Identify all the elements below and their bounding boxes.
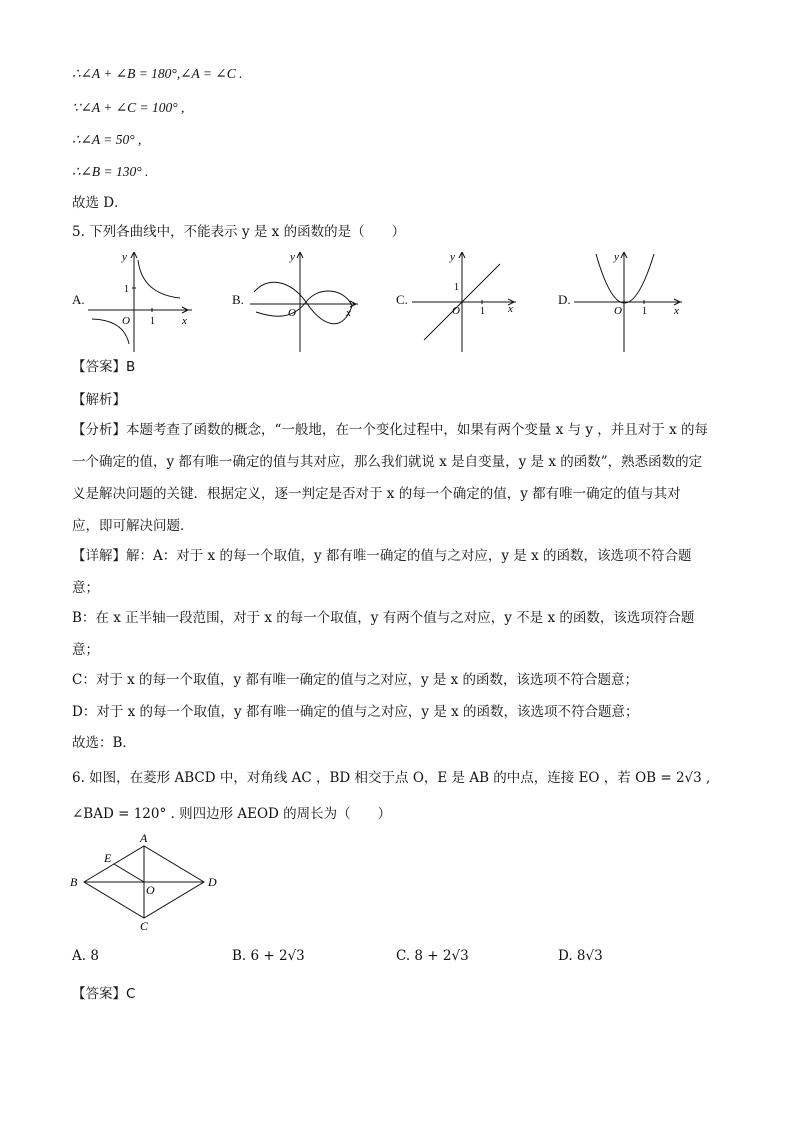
one-label: 1	[454, 282, 459, 293]
one-label: 1	[124, 284, 129, 295]
q5-option-d-label: D.	[558, 292, 571, 307]
solution-line-3: ∴∠A = 50° ,	[72, 132, 142, 147]
point-a-label: A	[140, 831, 148, 845]
x-label: x	[182, 315, 187, 327]
point-c-label: C	[140, 919, 149, 933]
point-b-label: B	[70, 875, 78, 889]
q5-detail-line-3: B：在 x 正半轴一段范围，对于 x 的每一个取值，y 有两个值与之对应，y 不是 x 的函数，该选项符合题	[72, 610, 695, 626]
x-label: x	[346, 307, 351, 319]
solution-line-1: ∴∠A + ∠B = 180°,∠A = ∠C .	[72, 66, 243, 81]
q6-answer: 【答案】C	[72, 986, 136, 1002]
q5-analysis-line-2: 一个确定的值，y 都有唯一确定的值与其对应，那么我们就说 x 是自变量，y 是 x 的函数”，熟悉函数的定	[72, 454, 703, 470]
q5-detail-line-1: 【详解】解：A：对于 x 的每一个取值，y 都有唯一确定的值与之对应，y 是 x 的函数，该选项不符合题	[72, 548, 692, 564]
parabola	[596, 254, 654, 303]
x-label: x	[508, 303, 513, 315]
solution-line-4: ∴∠B = 130° .	[72, 164, 149, 179]
solution-line-2: ∵∠A + ∠C = 100° ,	[72, 100, 185, 115]
origin-label: O	[288, 307, 296, 319]
origin-label: O	[122, 315, 130, 327]
q6-stem-line-2: ∠BAD = 120° . 则四边形 AEOD 的周长为（ ）	[72, 806, 392, 822]
q5-analysis-title: 【解析】	[72, 392, 126, 408]
q5-graph-a	[88, 248, 198, 352]
q5-option-b-label: B.	[232, 292, 244, 307]
closed-curve	[254, 282, 352, 323]
q5-detail-line-4: 意；	[72, 642, 99, 658]
point-o-label: O	[146, 883, 155, 897]
q6-stem-line-1: 6. 如图，在菱形 ABCD 中，对角线 AC ，BD 相交于点 O，E 是 AB 的中点，连接 EO ，若 OB = 2√3 ,	[72, 770, 711, 786]
q6-choice-c: C. 8 + 2√3	[396, 948, 469, 964]
q6-rhombus-figure	[68, 830, 228, 934]
q6-choice-d: D. 8√3	[558, 948, 603, 964]
q5-graph-b	[250, 248, 362, 352]
q6-choice-b: B. 6 + 2√3	[232, 948, 305, 964]
tick-one-label: 1	[480, 306, 485, 317]
q5-detail-line-5: C：对于 x 的每一个取值，y 都有唯一确定的值与之对应，y 是 x 的函数，该选项不符合题意；	[72, 672, 639, 688]
point-e-label: E	[104, 851, 112, 865]
q5-detail-line-6: D：对于 x 的每一个取值，y 都有唯一确定的值与之对应，y 是 x 的函数，该选项不符合题意；	[72, 704, 639, 720]
segment-eo	[114, 864, 144, 882]
q6-choice-a: A. 8	[72, 948, 99, 964]
q5-graph-d	[574, 248, 686, 352]
origin-label: O	[452, 305, 460, 317]
x-label: x	[674, 305, 679, 317]
origin-label: O	[614, 305, 622, 317]
q5-analysis-line-4: 应，即可解决问题．	[72, 518, 194, 534]
y-label: y	[614, 251, 619, 263]
q5-analysis-line-1: 【分析】本题考查了函数的概念，“一般地，在一个变化过程中，如果有两个变量 x 与 y ，并且对于 x 的每	[72, 422, 709, 438]
y-label: y	[122, 251, 127, 263]
q5-graph-c	[412, 248, 522, 352]
q5-stem: 5. 下列各曲线中，不能表示 y 是 x 的函数的是（ ）	[72, 224, 406, 240]
point-d-label: D	[208, 875, 217, 889]
y-label: y	[450, 251, 455, 263]
solution-line-5: 故选 D．	[72, 195, 128, 211]
tick-one-label: 1	[642, 306, 647, 317]
tick-one-label: 1	[150, 316, 155, 327]
q5-analysis-line-3: 义是解决问题的关键．根据定义，逐一判定是否对于 x 的每一个确定的值，y 都有唯一确定的值与其对	[72, 486, 681, 502]
q5-option-c-label: C.	[396, 292, 408, 307]
q5-detail-line-7: 故选：B．	[72, 735, 136, 751]
q5-detail-line-2: 意；	[72, 580, 99, 596]
hyperbola-branch-1	[138, 260, 180, 298]
q5-option-a-label: A.	[72, 292, 85, 307]
q5-answer: 【答案】B	[72, 359, 136, 375]
y-label: y	[290, 251, 295, 263]
